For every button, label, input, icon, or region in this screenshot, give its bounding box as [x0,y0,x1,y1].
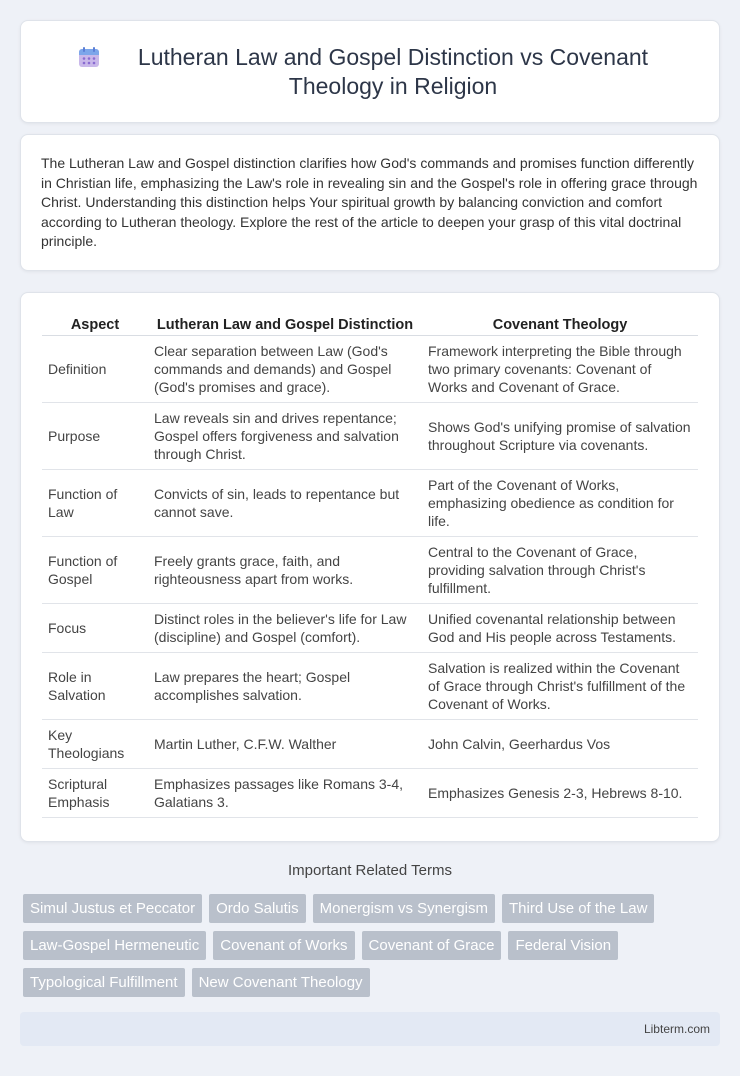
footer-site-link[interactable]: Libterm.com [643,1022,710,1036]
header-aspect: Aspect [42,311,148,336]
intro-card [20,134,720,271]
row-covenant: John Calvin, Geerhardus Vos [422,720,698,769]
table-row [42,403,698,470]
table-row [42,470,698,537]
related-terms-title: Important Related Terms [288,862,452,879]
comparison-table [42,311,698,818]
related-term-tag[interactable]: Covenant of Grace [362,931,502,960]
row-lutheran: Emphasizes passages like Romans 3-4, Galatians 3. [148,769,422,818]
row-aspect: Scriptural Emphasis [42,769,148,818]
row-lutheran: Law prepares the heart; Gospel accomplishes salvation. [148,653,422,720]
title-wrap [77,43,663,101]
page-title: Lutheran Law and Gospel Distinction vs Covenant Theology in Religion [137,43,649,99]
related-term-tag[interactable]: Law-Gospel Hermeneutic [23,931,206,960]
row-lutheran: Clear separation between Law (God's commands and demands) and Gospel (God's promises and grace). [148,336,422,403]
related-terms-list [23,894,713,997]
row-covenant: Central to the Covenant of Grace, providing salvation through Christ's fulfillment. [422,537,698,604]
row-lutheran: Freely grants grace, faith, and righteousness apart from works. [148,537,422,604]
table-row [42,769,698,818]
table-row [42,336,698,403]
row-aspect: Focus [42,604,148,653]
related-term-tag[interactable]: New Covenant Theology [192,968,370,997]
related-term-tag[interactable]: Monergism vs Synergism [313,894,495,923]
row-covenant: Salvation is realized within the Covenant of Grace through Christ's fulfillment of the Covenant of Works. [422,653,698,720]
related-term-tag[interactable]: Simul Justus et Peccator [23,894,202,923]
row-lutheran: Martin Luther, C.F.W. Walther [148,720,422,769]
row-covenant: Framework interpreting the Bible through two primary covenants: Covenant of Works and Covenant of Grace. [422,336,698,403]
row-lutheran: Convicts of sin, leads to repentance but cannot save. [148,470,422,537]
row-aspect: Definition [42,336,148,403]
table-header-row [42,311,698,336]
intro-text: The Lutheran Law and Gospel distinction clarifies how God's commands and promises function differently in Christian life, emphasizing the Law's role in revealing sin and the Gospel's role in offering grace through Christ. Understanding this distinction helps Your spiritual growth by balancing conviction and comfort according to Lutheran theology. Explore the rest of the article to deepen your grasp of this vital doctrinal principle. [41,155,698,250]
related-term-tag[interactable]: Third Use of the Law [502,894,654,923]
table-row [42,720,698,769]
header-card [20,20,720,123]
related-term-tag[interactable]: Ordo Salutis [209,894,306,923]
row-aspect: Role in Salvation [42,653,148,720]
row-lutheran: Law reveals sin and drives repentance; Gospel offers forgiveness and salvation through Christ. [148,403,422,470]
table-row [42,653,698,720]
row-aspect: Function of Law [42,470,148,537]
table-row [42,604,698,653]
table-card [20,292,720,842]
related-term-tag[interactable]: Typological Fulfillment [23,968,185,997]
calendar-icon [77,45,101,69]
row-covenant: Emphasizes Genesis 2-3, Hebrews 8-10. [422,769,698,818]
header-lutheran: Lutheran Law and Gospel Distinction [148,311,422,336]
row-aspect: Key Theologians [42,720,148,769]
row-covenant: Unified covenantal relationship between God and His people across Testaments. [422,604,698,653]
related-term-tag[interactable]: Covenant of Works [213,931,354,960]
row-covenant: Part of the Covenant of Works, emphasizing obedience as condition for life. [422,470,698,537]
row-lutheran: Distinct roles in the believer's life for Law (discipline) and Gospel (comfort). [148,604,422,653]
row-covenant: Shows God's unifying promise of salvation throughout Scripture via covenants. [422,403,698,470]
header-covenant: Covenant Theology [422,311,698,336]
table-row [42,537,698,604]
related-term-tag[interactable]: Federal Vision [508,931,618,960]
row-aspect: Function of Gospel [42,537,148,604]
footer [20,1012,720,1046]
row-aspect: Purpose [42,403,148,470]
